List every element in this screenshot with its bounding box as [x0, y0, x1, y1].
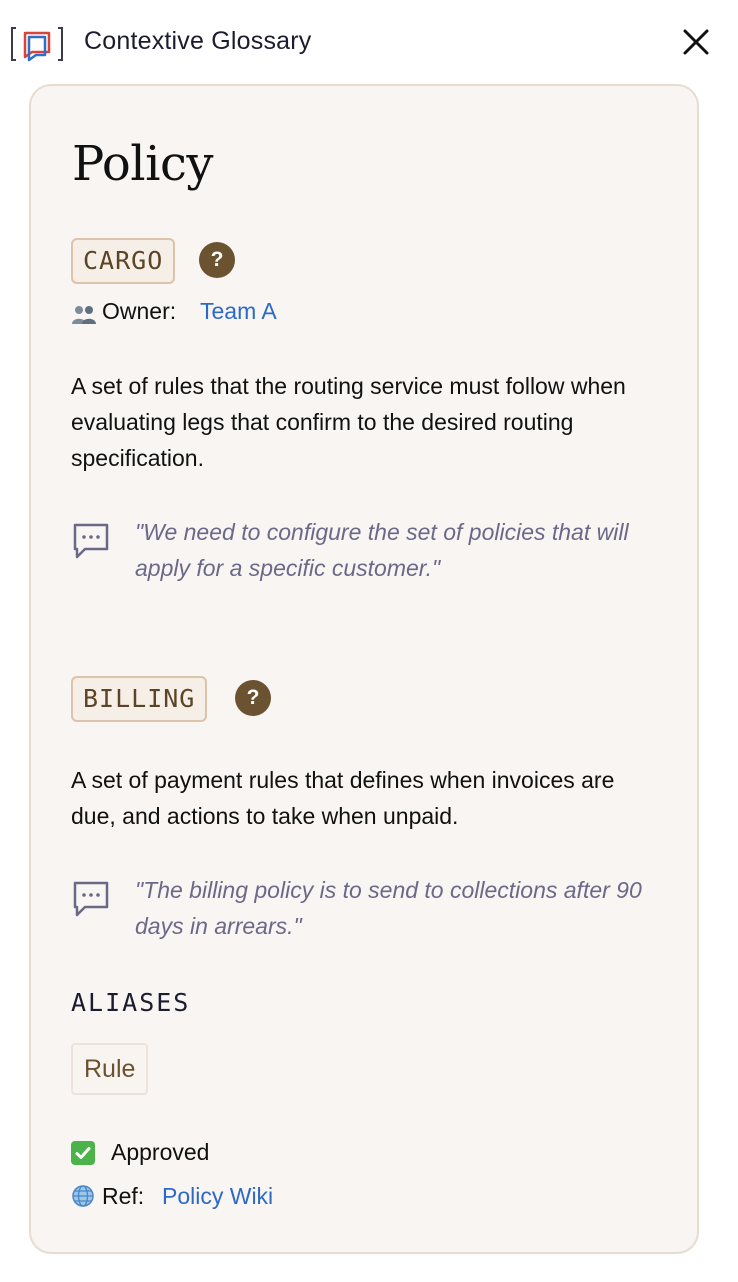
checkmark-icon	[71, 1141, 95, 1165]
contextive-logo-icon	[10, 24, 64, 64]
speech-bubble-icon	[71, 522, 111, 560]
glossary-term-card	[29, 84, 699, 1254]
help-icon[interactable]: ?	[235, 680, 271, 716]
term-title: Policy	[72, 136, 213, 192]
alias-chip: Rule	[71, 1043, 148, 1095]
context-badge-billing: BILLING	[71, 676, 207, 722]
aliases-heading: ALIASES	[71, 988, 191, 1017]
globe-icon	[71, 1184, 95, 1208]
people-icon	[71, 305, 97, 325]
speech-bubble-icon	[71, 880, 111, 918]
panel-header	[0, 0, 738, 84]
close-icon[interactable]	[676, 22, 716, 62]
owner-link[interactable]: Team A	[200, 298, 277, 324]
ref-link[interactable]: Policy Wiki	[162, 1183, 274, 1209]
status-label: Approved	[111, 1139, 210, 1165]
definition-cargo: A set of rules that the routing service must follow when evaluating legs that confirm to the desired routing specification.	[71, 373, 626, 471]
ref-label: Ref:	[102, 1183, 145, 1209]
example-text: "The billing policy is to send to collections after 90 days in arrears."	[135, 877, 642, 939]
owner-label: Owner:	[102, 298, 177, 324]
context-badge-cargo: CARGO	[71, 238, 175, 284]
definition-billing: A set of payment rules that defines when invoices are due, and actions to take when unpaid.	[71, 767, 615, 829]
example-text: "We need to configure the set of policies that will apply for a specific customer."	[135, 519, 629, 581]
app-title: Contextive Glossary	[84, 27, 312, 55]
help-icon[interactable]: ?	[199, 242, 235, 278]
